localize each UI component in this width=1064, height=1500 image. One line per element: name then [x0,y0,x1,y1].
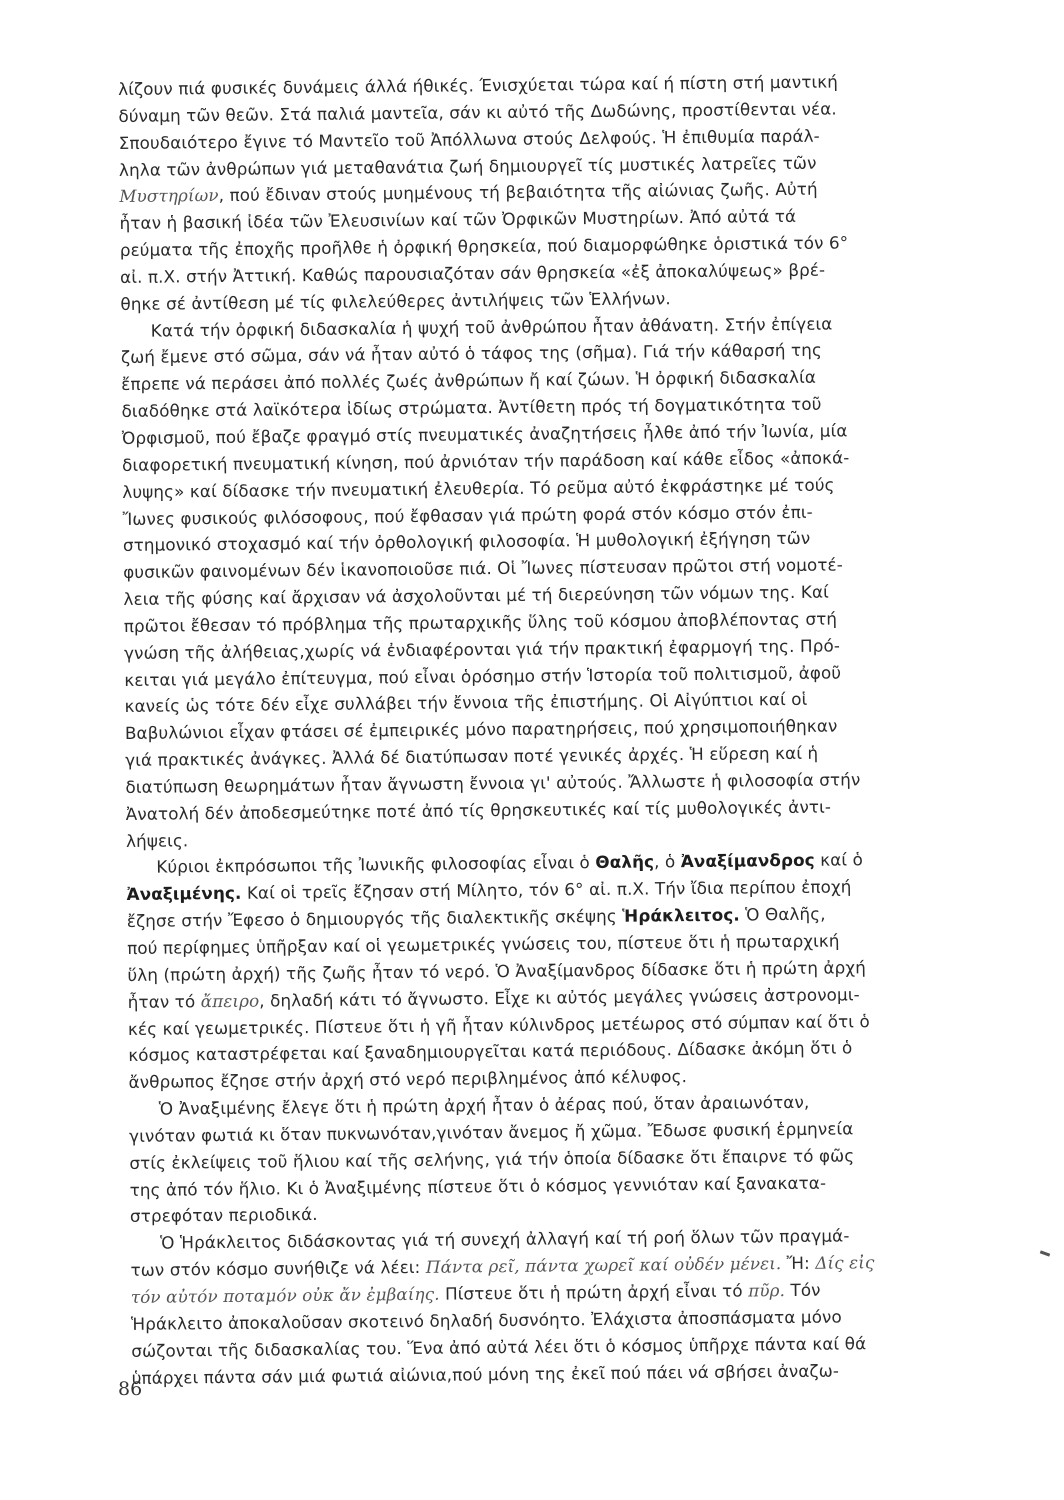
text-segment: της ἀπό τόν ἥλιο. Κι ὁ Ἀναξιμένης πίστευε ὅτι ὁ κόσμος γεννιόταν καί ξανακατα- [129,1172,827,1200]
body-text [118,67,974,1391]
text-segment: Ὀρφισμοῦ, πού ἔβαζε φραγμό στίς πνευματικές ἀναζητήσεις ἦλθε ἀπό τήν Ἰωνία, μία [121,420,848,448]
text-segment: των στόν κόσμο συνήθιζε νά λέει: [130,1256,426,1281]
text-segment: λυψης» καί δίδασκε τήν πνευματική ἐλευθερία. Τό ρεῦμα αὐτό ἐκφράστηκε μέ τούς [122,474,835,502]
text-segment: ἦταν ἡ βασική ἰδέα τῶν Ἐλευσινίων καί τῶν Ὀρφικῶν Μυστηρίων. Ἀπό αὐτά τά [119,206,797,234]
text-segment: , πού ἔδιναν στούς μυημένους τή βεβαιότητα τῆς αἰώνιας ζωῆς. Αὐτή [218,179,818,206]
text-segment: στημονικό στοχασμό καί τήν ὀρθολογική φιλοσοφία. Ἡ μυθολογική ἐξήγηση τῶν [122,528,811,556]
text-segment: γνώση τῆς ἀλήθειας,χωρίς νά ἐνδιαφέρονται γιά τήν πρακτική ἐφαρμογή της. Πρό- [123,635,841,663]
text-segment: λεια τῆς φύσης καί ἄρχισαν νά ἀσχολοῦνται μέ τή διερεύνηση τῶν νόμων της. Καί [123,581,829,610]
text-segment: δύναμη τῶν θεῶν. Στά παλιά μαντεῖα, σάν κι αὐτό τῆς Δωδώνης, προστίθενται νέα. [118,98,837,126]
text-segment: διαφορετική πνευματική κίνηση, πού ἀρνιόταν τήν παράδοση καί κάθε εἶδος «ἀποκά- [121,447,850,475]
text-segment: Κατά τήν ὀρφική διδασκαλία ἡ ψυχή τοῦ ἀνθρώπου ἦταν ἀθάνατη. Στήν ἐπίγεια [150,313,833,341]
text-segment: ὕλη (πρώτη ἀρχή) τῆς ζωῆς ἦταν τό νερό. Ὁ Ἀναξίμανδρος δίδασκε ὅτι ἡ πρώτη ἀρχή [127,957,866,985]
text-segment: στρεφόταν περιοδικά. [129,1204,318,1227]
margin-mark [1040,1250,1050,1256]
text-segment: πού περίφημες ὑπῆρξαν καί οἱ γεωμετρικές γνώσεις του, πίστευε ὅτι ἡ πρωταρχική [127,930,840,958]
text-segment: ληλα τῶν ἀνθρώπων γιά μεταθανάτια ζωή δημιουργεῖ τίς μυστικές λατρεῖες τῶν [118,152,817,180]
text-segment: ἔπρεπε νά περάσει ἀπό πολλές ζωές ἀνθρώπων ἤ καί ζώων. Ἡ ὀρφική διδασκαλία [121,366,817,395]
text-segment: γιά πρακτικές ἀνάγκες. Ἀλλά δέ διατύπωσαν ποτέ γενικές ἀρχές. Ἡ εὕρεση καί ἡ [125,742,819,771]
italic-term: πῦρ. [748,1280,786,1301]
page-number: 86 [118,1378,143,1400]
italic-term: ἄπειρο [200,990,260,1011]
text-segment: γινόταν φωτιά κι ὅταν πυκνωνόταν,γινόταν ἄνεμος ἤ χῶμα. Ἔδωσε φυσική ἑρμηνεία [128,1118,854,1146]
text-segment: , ὁ [654,851,681,872]
text-segment: Βαβυλώνιοι εἶχαν φτάσει σέ ἐμπειρικές μόνο παρατηρήσεις, πού χρησιμοποιήθηκαν [124,715,838,744]
text-segment: φυσικῶν φαινομένων δέν ἱκανοποιοῦσε πιά. Οἱ Ἴωνες πίστευσαν πρῶτοι στή νομοτέ- [123,554,843,583]
bold-term: Ἡράκλειτος. [622,904,740,926]
text-segment: ὑπάρχει πάντα σάν μιά φωτιά αἰώνια,πού μόνη της ἐκεῖ πού πάει νά σβήσει ἀναζω- [131,1360,840,1388]
text-segment: λήψεις. [125,829,189,851]
text-segment: ἄνθρωπος ἔζησε στήν ἀρχή στό νερό περιβλημένος ἀπό κέλυφος. [128,1066,688,1093]
bold-term: Ἀναξίμανδρος [680,850,815,872]
bold-term: Ἀναξιμένης. [126,883,242,905]
text-segment: Ἀνατολή δέν ἀποδεσμεύτηκε ποτέ ἀπό τίς θρησκευτικές καί τίς μυθολογικές ἀντι- [125,796,832,824]
text-segment: κόσμος καταστρέφεται καί ξαναδημιουργεῖται κατά περιόδους. Δίδασκε ἀκόμη ὅτι ὁ [128,1037,853,1066]
text-segment: πρῶτοι ἔθεσαν τό πρόβλημα τῆς πρωταρχικῆς ὕλης τοῦ κόσμου ἀποβλέποντας στή [123,608,838,636]
text-segment: διαδόθηκε στά λαϊκότερα ἰδίως στρώματα. Ἀντίθετη πρός τή δογματικότητα τοῦ [121,393,822,422]
text-segment: Σπουδαιότερο ἔγινε τό Μαντεῖο τοῦ Ἀπόλλωνα στούς Δελφούς. Ἡ ἐπιθυμία παράλ- [118,125,820,153]
text-segment: Ἡράκλειτο ἀποκαλοῦσαν σκοτεινό δηλαδή δυσνόητο. Ἐλάχιστα ἀποσπάσματα μόνο [130,1306,842,1334]
italic-term: Μυστηρίων [119,185,219,207]
text-segment: Καί οἱ τρεῖς ἔζησαν στή Μίλητο, τόν 6° αἰ. π.Χ. Τήν ἴδια περίπου ἐποχή [241,876,852,904]
text-segment: , δηλαδή κάτι τό ἄγνωστο. Εἶχε κι αὐτός μεγάλες γνώσεις ἀστρονομι- [259,983,860,1011]
italic-term: τόν αὐτόν ποταμόν οὐκ ἄν ἐμβαίης. [130,1283,440,1307]
italic-term: Πάντα ρεῖ, πάντα χωρεῖ καί οὐδέν μένει. [425,1253,782,1277]
text-segment: καί ὁ [814,849,863,871]
text-segment: αἰ. π.Χ. στήν Ἀττική. Καθώς παρουσιαζόταν σάν θρησκεία «ἐξ ἀποκαλύψεως» βρέ- [119,259,826,287]
text-segment: Ἤ: [781,1252,816,1274]
text-segment: κανείς ὡς τότε δέν εἶχε συλλάβει τήν ἔννοια τῆς ἐπιστήμης. Οἱ Αἰγύπτιοι καί οἱ [124,689,808,717]
text-segment: Πίστευε ὅτι ἡ πρώτη ἀρχή εἶναι τό [439,1280,749,1304]
text-segment: σώζονται τῆς διδασκαλίας του. Ἕνα ἀπό αὐτά λέει ὅτι ὁ κόσμος ὑπῆρχε πάντα καί θά [131,1332,867,1361]
text-segment: ρεύματα τῆς ἐποχῆς προῆλθε ἡ ὀρφική θρησκεία, πού διαμορφώθηκε ὁριστικά τόν 6° [119,232,849,261]
text-segment: ζωή ἔμενε στό σῶμα, σάν νά ἦταν αὐτό ὁ τάφος της (σῆμα). Γιά τήν κάθαρσή της [120,340,822,368]
text-segment: Ὁ Θαλῆς, [739,903,826,925]
text-segment: ἦταν τό [127,990,201,1012]
bold-term: Θαλῆς [595,851,655,873]
text-segment: στίς ἐκλείψεις τοῦ ἥλιου καί τῆς σελήνης, γιά τήν ὁποία δίδασκε ὅτι ἔπαιρνε τό φῶς [129,1145,855,1173]
text-segment: Ὁ Ἀναξιμένης ἔλεγε ὅτι ἡ πρώτη ἀρχή ἦταν ὁ ἀέρας πού, ὅταν ἀραιωνόταν, [158,1091,810,1119]
text-segment: κές καί γεωμετρικές. Πίστευε ὅτι ἡ γῆ ἦταν κύλινδρος μετέωρος στό σύμπαν καί ὅτι ὁ [127,1010,870,1039]
text-segment: θηκε σέ ἀντίθεση μέ τίς φιλελεύθερες ἀντιλήψεις τῶν Ἑλλήνων. [120,287,671,314]
text-segment: Τόν [784,1279,821,1301]
text-segment: λίζουν πιά φυσικές δυνάμεις άλλά ήθικές. Ένισχύεται τώρα καί ή πίστη στή μαντική [118,71,839,99]
text-segment: κειται γιά μεγάλο ἐπίτευγμα, πού εἶναι ὁρόσημο στήν Ἱστορία τοῦ πολιτισμοῦ, ἀφοῦ [124,662,842,690]
italic-term: Δίς εἰς [815,1252,875,1273]
text-segment: Ὁ Ἡράκλειτος διδάσκοντας γιά τή συνεχή ἀλλαγή καί τή ροή ὅλων τῶν πραγμά- [160,1225,850,1253]
text-segment: ἔζησε στήν Ἔφεσο ὁ δημιουργός τῆς διαλεκτικῆς σκέψης [126,905,623,932]
text-segment: Ἴωνες φυσικούς φιλόσοφους, πού ἔφθασαν γιά πρώτη φορά στόν κόσμο στόν ἐπι- [122,501,813,529]
text-segment: διατύπωση θεωρημάτων ἦταν ἄγνωστη ἔννοια γι' αὐτούς. Ἄλλωστε ἡ φιλοσοφία στήν [125,769,861,797]
text-segment: Κύριοι ἐκπρόσωποι τῆς Ἰωνικῆς φιλοσοφίας εἶναι ὁ [156,852,596,878]
